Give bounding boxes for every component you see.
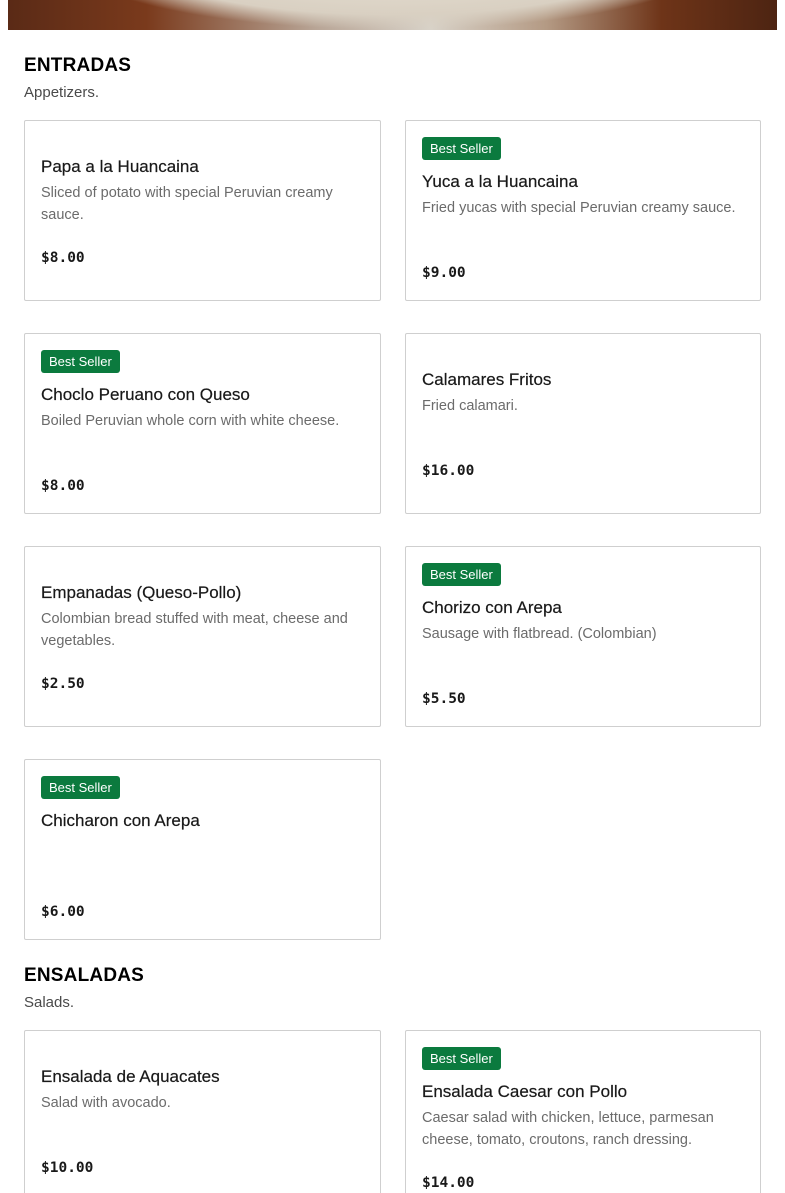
menu-item-card[interactable]	[405, 120, 761, 301]
best-seller-badge: Best Seller	[41, 350, 120, 373]
menu-item-description: Fried calamari.	[422, 398, 518, 414]
menu-item-name: Chorizo con Arepa	[422, 598, 562, 617]
section-description-entradas: Appetizers.	[24, 84, 100, 101]
menu-item-description: Fried yucas with special Peruvian creamy sauce.	[422, 200, 736, 216]
menu-item-description: Salad with avocado.	[41, 1095, 171, 1111]
section-title-entradas: ENTRADAS	[24, 55, 132, 76]
section-description-ensaladas: Salads.	[24, 994, 75, 1011]
menu-item-description: Caesar salad with chicken, lettuce, parmesan cheese, tomato, croutons, ranch dressing.	[422, 1110, 714, 1148]
section-title-ensaladas: ENSALADAS	[24, 965, 145, 986]
menu-item-name: Calamares Fritos	[422, 370, 552, 389]
menu-item-name: Papa a la Huancaina	[41, 157, 199, 176]
menu-item-card[interactable]	[24, 546, 381, 727]
plate-image	[68, 0, 717, 30]
menu-item-price: $9.00	[422, 265, 466, 281]
menu-item-card[interactable]	[24, 120, 381, 301]
menu-item-price: $14.00	[422, 1175, 475, 1191]
menu-item-card[interactable]	[24, 759, 381, 940]
menu-item-description: Sausage with flatbread. (Colombian)	[422, 626, 657, 642]
menu-item-card[interactable]	[405, 333, 761, 514]
hero-banner-image	[8, 0, 777, 30]
menu-item-price: $16.00	[422, 463, 475, 479]
menu-item-price: $5.50	[422, 691, 466, 707]
menu-item-description: Colombian bread stuffed with meat, cheese and vegetables.	[41, 611, 348, 649]
menu-item-price: $2.50	[41, 676, 85, 692]
menu-item-card[interactable]	[24, 1030, 381, 1193]
menu-item-name: Empanadas (Queso-Pollo)	[41, 583, 242, 602]
menu-item-card[interactable]	[24, 333, 381, 514]
best-seller-badge: Best Seller	[422, 563, 501, 586]
menu-item-name: Ensalada Caesar con Pollo	[422, 1082, 628, 1101]
menu-item-name: Yuca a la Huancaina	[422, 172, 578, 191]
menu-item-card[interactable]	[405, 1030, 761, 1193]
menu-item-price: $10.00	[41, 1160, 94, 1176]
best-seller-badge: Best Seller	[422, 1047, 501, 1070]
menu-item-price: $6.00	[41, 904, 85, 920]
menu-item-price: $8.00	[41, 478, 85, 494]
menu-item-card[interactable]	[405, 546, 761, 727]
menu-item-name: Ensalada de Aquacates	[41, 1067, 220, 1086]
menu-item-description: Boiled Peruvian whole corn with white cheese.	[41, 413, 340, 429]
menu-item-name: Chicharon con Arepa	[41, 811, 200, 830]
menu-item-description: Sliced of potato with special Peruvian creamy sauce.	[41, 185, 333, 223]
menu-item-name: Choclo Peruano con Queso	[41, 385, 250, 404]
best-seller-badge: Best Seller	[422, 137, 501, 160]
best-seller-badge: Best Seller	[41, 776, 120, 799]
menu-item-price: $8.00	[41, 250, 85, 266]
